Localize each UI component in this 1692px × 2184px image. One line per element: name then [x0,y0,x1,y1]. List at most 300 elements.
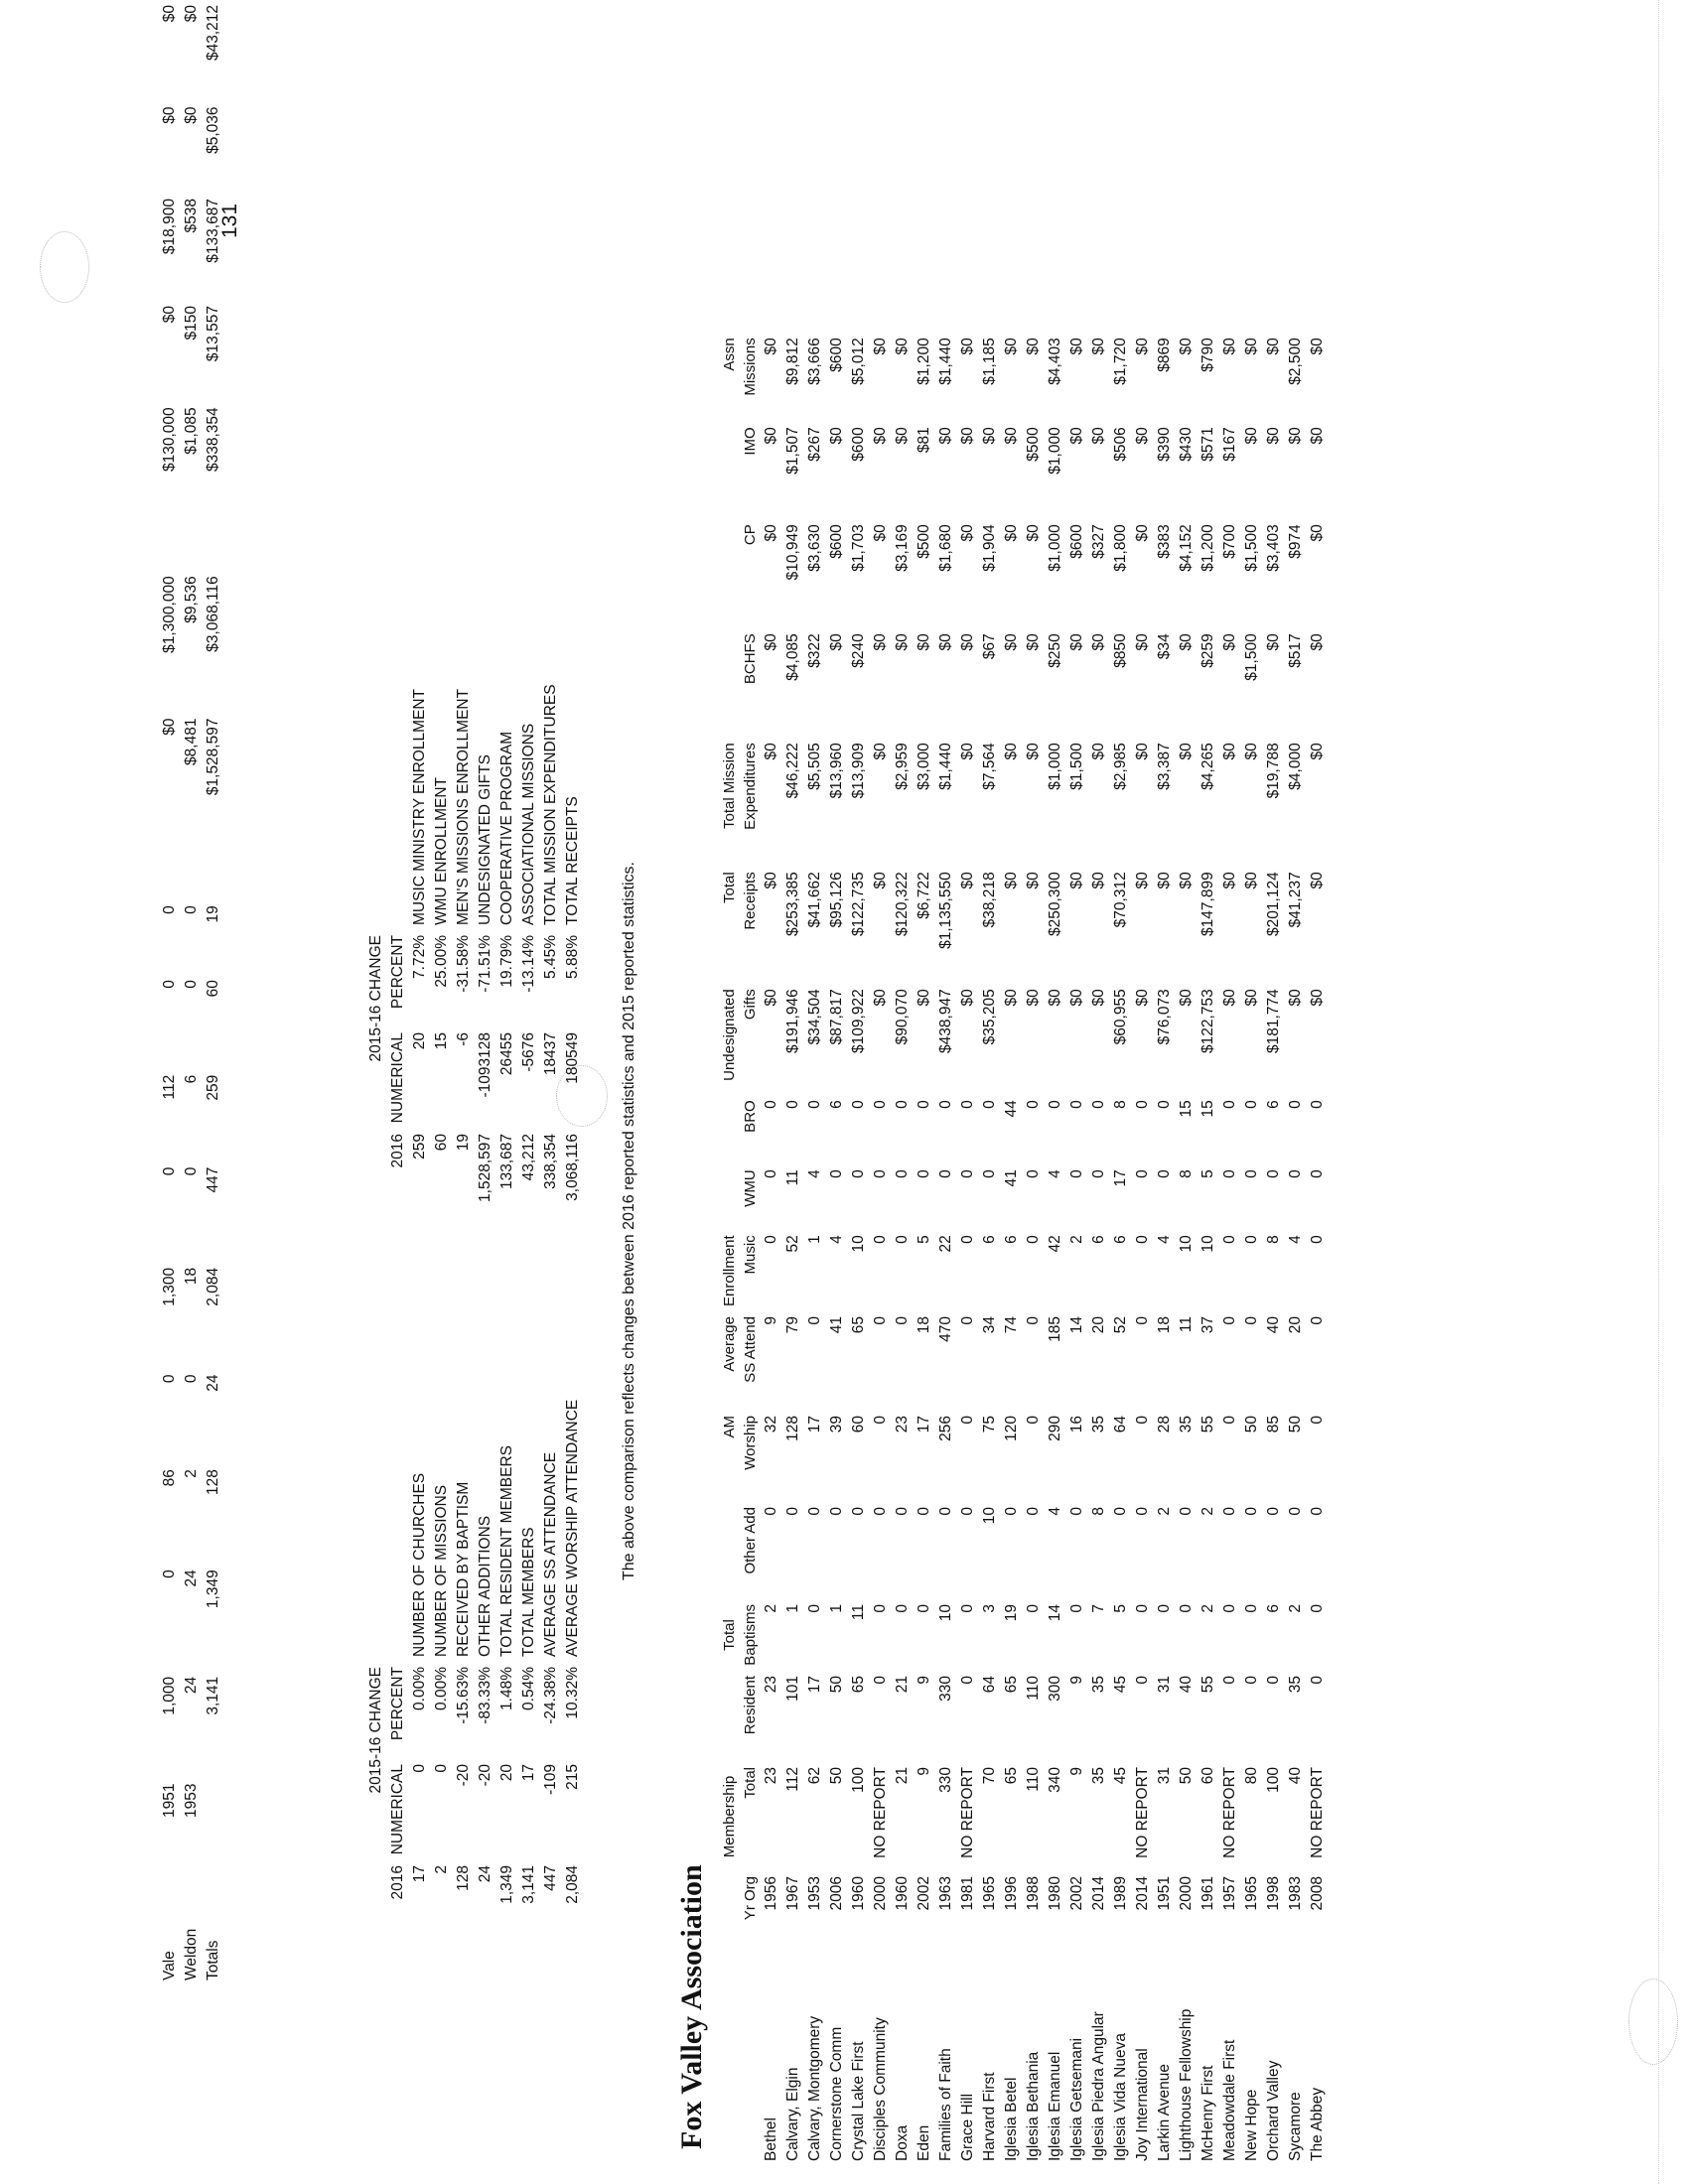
cell: 0 [806,1100,823,1109]
spacer [719,628,740,738]
cell: 1996 [1003,1876,1020,1911]
change-label: MUSIC MINISTRY ENROLLMENT [411,689,428,925]
spacer [719,1871,740,1943]
cell: $1,528,597 [205,718,221,796]
cell: 0 [1068,1507,1085,1516]
cell: $390 [1156,427,1173,462]
cell: $1,507 [784,427,801,475]
cell: $0 [959,872,976,889]
cell: 0 [828,1169,845,1178]
cell: $1,720 [1112,338,1129,385]
table-row [826,333,848,2166]
cell: 0 [959,1604,976,1613]
cell: 16 [1068,1416,1085,1433]
cell: $0 [1003,633,1020,651]
change-row [496,1354,518,1928]
cell: 18 [1156,1316,1173,1334]
cell: $4,152 [1178,524,1195,572]
cell: 290 [1047,1416,1063,1441]
change-row [431,1354,453,1928]
cell: 10 [981,1507,998,1525]
cell: $38,218 [981,872,998,928]
change-title: 2015-16 CHANGE [367,1667,384,1794]
cell: $327 [1090,524,1107,559]
cell: 101 [784,1676,801,1702]
cell: $600 [1068,524,1085,559]
row-label: Vale [161,1951,178,1980]
cell: $1,000 [1047,524,1063,572]
cell: NO REPORT [1134,1767,1151,1858]
association-table [719,333,1329,2166]
cell: $0 [1178,872,1195,889]
cell: 79 [784,1316,801,1334]
cell: 0 [959,1416,976,1425]
cell: $167 [1221,427,1238,462]
column-header: Baptisms [742,1604,759,1666]
cell: 100 [850,1767,867,1793]
cell: $150 [183,306,200,341]
cell: 0 [894,1507,911,1516]
change-summary-right [365,622,584,1233]
association-title: Fox Valley Association [675,1864,708,2149]
cell: 40 [1287,1767,1304,1785]
table-row [957,333,979,2166]
table-row [892,333,914,2166]
change-row [431,622,453,1233]
row-label: Weldon [183,1928,200,1980]
cell: 0 [1243,1316,1260,1325]
cell: 470 [937,1316,954,1342]
cell: 0 [763,1507,779,1516]
change-label: NUMBER OF MISSIONS [433,1484,450,1657]
spacer [719,1502,740,1599]
cell: $181,774 [1265,989,1282,1053]
cell: $0 [1309,872,1326,889]
change-row [409,622,431,1233]
change-header: NUMERICAL [389,1764,406,1855]
column-header-row [740,333,761,2166]
table-row [804,333,826,2166]
change-value: 215 [564,1764,581,1790]
cell: $13,909 [850,743,867,799]
cell: $974 [1287,524,1304,559]
cell: 2 [1156,1507,1173,1516]
cell: $0 [1003,872,1020,889]
cell: $90,070 [894,989,911,1045]
change-value: -13.14% [520,935,537,993]
cell: 0 [1003,1507,1020,1516]
cell: $0 [1025,989,1042,1007]
cell: 0 [763,1235,779,1244]
cell: 0 [916,1100,932,1109]
cell: $0 [1134,427,1151,445]
group-header: Total Mission [721,743,738,829]
cell: 24 [183,1570,200,1587]
cell: 3 [981,1604,998,1613]
cell: 185 [1047,1316,1063,1342]
cell: 2002 [916,1876,932,1911]
cell: $43,212 [205,5,221,62]
cell: 0 [1025,1100,1042,1109]
cell: $0 [1003,427,1020,445]
church-name: Eden [916,2124,932,2161]
cell: $0 [894,633,911,651]
column-header: CP [742,524,759,546]
column-header: Other Add [742,1507,759,1574]
cell: 2 [1199,1604,1216,1613]
table-row [1154,333,1176,2166]
cell: 0 [1156,1604,1173,1613]
cell: 128 [784,1416,801,1441]
cell: 0 [1178,1507,1195,1516]
cell: 35 [1090,1676,1107,1694]
cell: 11 [850,1604,867,1621]
change-label: WMU ENROLLMENT [433,777,450,925]
cell: 0 [850,1169,867,1178]
cell: 35 [1287,1676,1304,1694]
change-title-row [365,622,387,1233]
cell: $0 [1221,989,1238,1007]
cell: 9 [916,1767,932,1776]
cell: $0 [763,338,779,355]
cell: $0 [872,743,889,760]
cell: $5,036 [205,106,221,154]
cell: $500 [916,524,932,559]
change-value: 0 [411,1764,428,1773]
church-name: Harvard First [981,2072,998,2161]
table-row [1263,333,1285,2166]
cell: 62 [806,1767,823,1785]
cell: $0 [1134,989,1151,1007]
cell: $1,440 [937,743,954,790]
cell: $7,564 [981,743,998,790]
change-value: -109 [542,1764,559,1796]
change-value: 0.00% [411,1667,428,1710]
cell: $3,000 [916,743,932,790]
change-title-row [365,1354,387,1928]
cell: $0 [1178,338,1195,355]
change-header-row [387,622,409,1233]
cell: 0 [872,1416,889,1425]
cell: 0 [1068,1604,1085,1613]
cell: 65 [1003,1676,1020,1694]
change-value: 2,084 [564,1865,581,1904]
cell: 0 [1221,1235,1238,1244]
cell: 20 [1287,1316,1304,1334]
change-value: 10.32% [564,1667,581,1719]
cell: $0 [981,427,998,445]
cell: $4,403 [1047,338,1063,385]
change-label: AVERAGE WORSHIP ATTENDANCE [564,1399,581,1657]
cell: 1988 [1025,1876,1042,1911]
spacer [365,622,387,930]
cell: $0 [959,743,976,760]
cell: 0 [894,1604,911,1613]
cell: $4,085 [784,633,801,681]
cell: 0 [1221,1507,1238,1516]
cell: 0 [828,1507,845,1516]
cell: 1965 [1243,1876,1260,1911]
cell: $0 [161,5,178,23]
cell: $5,505 [806,743,823,790]
cell: $0 [1221,633,1238,651]
cell: $1,000 [1047,743,1063,790]
cell: 0 [1243,1676,1260,1685]
column-header: Expenditures [742,743,759,830]
cell: 0 [1134,1235,1151,1244]
table-row [761,333,782,2166]
cell: $0 [1243,338,1260,355]
cell: 4 [806,1169,823,1178]
change-label: ASSOCIATIONAL MISSIONS [520,723,537,925]
cell: 60 [205,980,221,998]
cell: 0 [959,1507,976,1516]
cell: $0 [959,338,976,355]
cell: $35,205 [981,989,998,1045]
cell: 1,300 [161,1267,178,1306]
cell: $790 [1199,338,1216,372]
cell: 1 [784,1604,801,1613]
cell: 0 [1134,1604,1151,1613]
change-value: 15 [433,1032,450,1050]
cell: 0 [806,1604,823,1613]
cell: 0 [959,1100,976,1109]
cell: $0 [916,989,932,1007]
change-value: 0 [433,1764,450,1773]
cell: 0 [183,905,200,914]
cell: 24 [183,1676,200,1695]
cell: 0 [916,1169,932,1178]
cell: $0 [1134,872,1151,889]
cell: $3,387 [1156,743,1173,790]
table-row [1045,333,1066,2166]
cell: 1 [828,1604,845,1613]
cell: 0 [959,1676,976,1685]
cell: 0 [784,1507,801,1516]
cell: 0 [872,1316,889,1325]
cell: 0 [1309,1316,1326,1325]
column-header: SS Attend [742,1316,759,1383]
cell: 40 [1178,1676,1195,1694]
cell: NO REPORT [1221,1767,1238,1858]
change-row [518,1354,540,1928]
church-name: Iglesia Bethania [1025,2051,1042,2161]
church-name: Families of Faith [937,2048,954,2161]
cell: 44 [1003,1100,1020,1118]
cell: $46,222 [784,743,801,799]
top-rows-table [159,0,224,1985]
cell: $120,322 [894,872,911,936]
cell: 5 [1112,1604,1129,1613]
cell: $0 [1025,338,1042,355]
cell: 1963 [937,1876,954,1911]
cell: $500 [1025,427,1042,462]
table-row [1307,333,1329,2166]
cell: 55 [1199,1416,1216,1433]
church-name: Calvary, Elgin [784,2067,801,2161]
cell: 0 [894,1169,911,1178]
cell: 0 [806,1507,823,1516]
change-row [540,622,562,1233]
cell: 0 [1025,1169,1042,1178]
cell: 0 [806,1316,823,1325]
cell: 0 [161,905,178,914]
cell: 2000 [1178,1876,1195,1911]
cell: 15 [1199,1100,1216,1118]
cell: $0 [1309,427,1326,445]
cell: $1,500 [1068,743,1085,790]
cell: 128 [205,1469,221,1495]
cell: 0 [784,1100,801,1109]
table-row [1219,333,1241,2166]
cell: 0 [763,1169,779,1178]
cell: $1,440 [937,338,954,385]
cell: 1998 [1265,1876,1282,1911]
cell: 0 [872,1604,889,1613]
cell: $0 [1309,524,1326,542]
cell: 0 [1243,1235,1260,1244]
church-name: Doxa [894,2124,911,2161]
group-header: Average [721,1316,738,1372]
cell: $122,735 [850,872,867,936]
cell: $41,237 [1287,872,1304,928]
cell: 0 [959,1169,976,1178]
cell: 14 [1068,1316,1085,1334]
cell: $600 [850,427,867,462]
cell: $0 [161,306,178,324]
column-header: BCHFS [742,633,759,685]
change-header: 2016 [389,1865,406,1900]
cell: 3,141 [205,1676,221,1715]
cell: 21 [894,1676,911,1694]
cell: 6 [1265,1604,1282,1613]
church-name: Iglesia Vida Nueva [1112,2033,1129,2161]
cell: 23 [894,1416,911,1433]
cell: $0 [1090,743,1107,760]
cell: $3,630 [806,524,823,572]
cell: $0 [1221,338,1238,355]
cell: 39 [828,1416,845,1433]
cell: $0 [763,872,779,889]
cell: $201,124 [1265,872,1282,936]
change-value: 0.00% [433,1667,450,1710]
cell: 4 [1047,1507,1063,1516]
cell: $9,536 [183,576,200,623]
cell: 35 [1178,1416,1195,1433]
change-value: 1,349 [498,1865,515,1904]
change-row [496,622,518,1233]
cell: 447 [205,1166,221,1193]
cell: 8 [1090,1507,1107,1516]
cell: $0 [763,427,779,445]
cell: 259 [205,1074,221,1101]
cell: 0 [1156,1100,1173,1109]
cell: 2 [183,1469,200,1478]
cell: 2006 [828,1876,845,1911]
cell: $0 [872,872,889,889]
cell: 6 [981,1235,998,1244]
change-value: 43,212 [520,1134,537,1181]
cell: 1967 [784,1876,801,1911]
cell: $0 [1287,427,1304,445]
cell: 0 [1287,1507,1304,1516]
cell: $0 [872,989,889,1007]
cell: 9 [1068,1676,1085,1685]
change-value: 26455 [498,1032,515,1076]
cell: $438,947 [937,989,954,1053]
change-value: 2 [433,1865,450,1874]
cell: 0 [1243,1604,1260,1613]
cell: 19 [1003,1604,1020,1622]
cell: $0 [872,338,889,355]
cell: 340 [1047,1767,1063,1793]
cell: 50 [1287,1416,1304,1433]
table-row [1198,333,1219,2166]
cell: 4 [828,1235,845,1244]
cell: $1,200 [916,338,932,385]
cell: 330 [937,1767,954,1793]
cell: 0 [1309,1100,1326,1109]
change-label: TOTAL MEMBERS [520,1527,537,1657]
church-name: Crystal Lake First [850,2041,867,2161]
cell: 0 [937,1507,954,1516]
cell: $0 [1243,427,1260,445]
change-row [562,622,584,1233]
cell: $0 [872,633,889,651]
table-row [1088,333,1110,2166]
table-row [1176,333,1198,2166]
cell: 0 [161,980,178,989]
cell: $5,012 [850,338,867,385]
cell: 0 [1221,1169,1238,1178]
cell: 37 [1199,1316,1216,1334]
cell: 4 [1287,1235,1304,1244]
cell: $0 [872,427,889,445]
cell: $0 [1003,989,1020,1007]
group-header: Assn [721,338,738,371]
table-row [1110,333,1132,2166]
cell: 0 [183,1374,200,1384]
cell: $13,557 [205,306,221,362]
table-row [1023,333,1045,2166]
church-name: Sycamore [1287,2092,1304,2161]
change-row [453,1354,475,1928]
cell: 0 [1156,1169,1173,1178]
change-value: 18437 [542,1032,559,1076]
cell: 1983 [1287,1876,1304,1911]
cell: $253,385 [784,872,801,936]
cell: 1961 [1199,1876,1216,1911]
cell: $1,300,000 [161,576,178,653]
cell: 22 [937,1235,954,1253]
cell: $0 [872,524,889,542]
spacer [719,1671,740,1762]
cell: 7 [1090,1604,1107,1613]
cell: 0 [1221,1316,1238,1325]
cell: 6 [1112,1235,1129,1244]
change-value: 5.45% [542,935,559,979]
cell: 50 [1243,1416,1260,1433]
church-name: McHenry First [1199,2065,1216,2161]
cell: $0 [1025,743,1042,760]
change-value: 133,687 [498,1134,515,1190]
change-value: -1093128 [477,1032,494,1098]
column-header: BRO [742,1100,759,1133]
cell: $0 [894,427,911,445]
cell: $0 [1003,524,1020,542]
cell: $1,680 [937,524,954,572]
cell: $0 [1243,989,1260,1007]
